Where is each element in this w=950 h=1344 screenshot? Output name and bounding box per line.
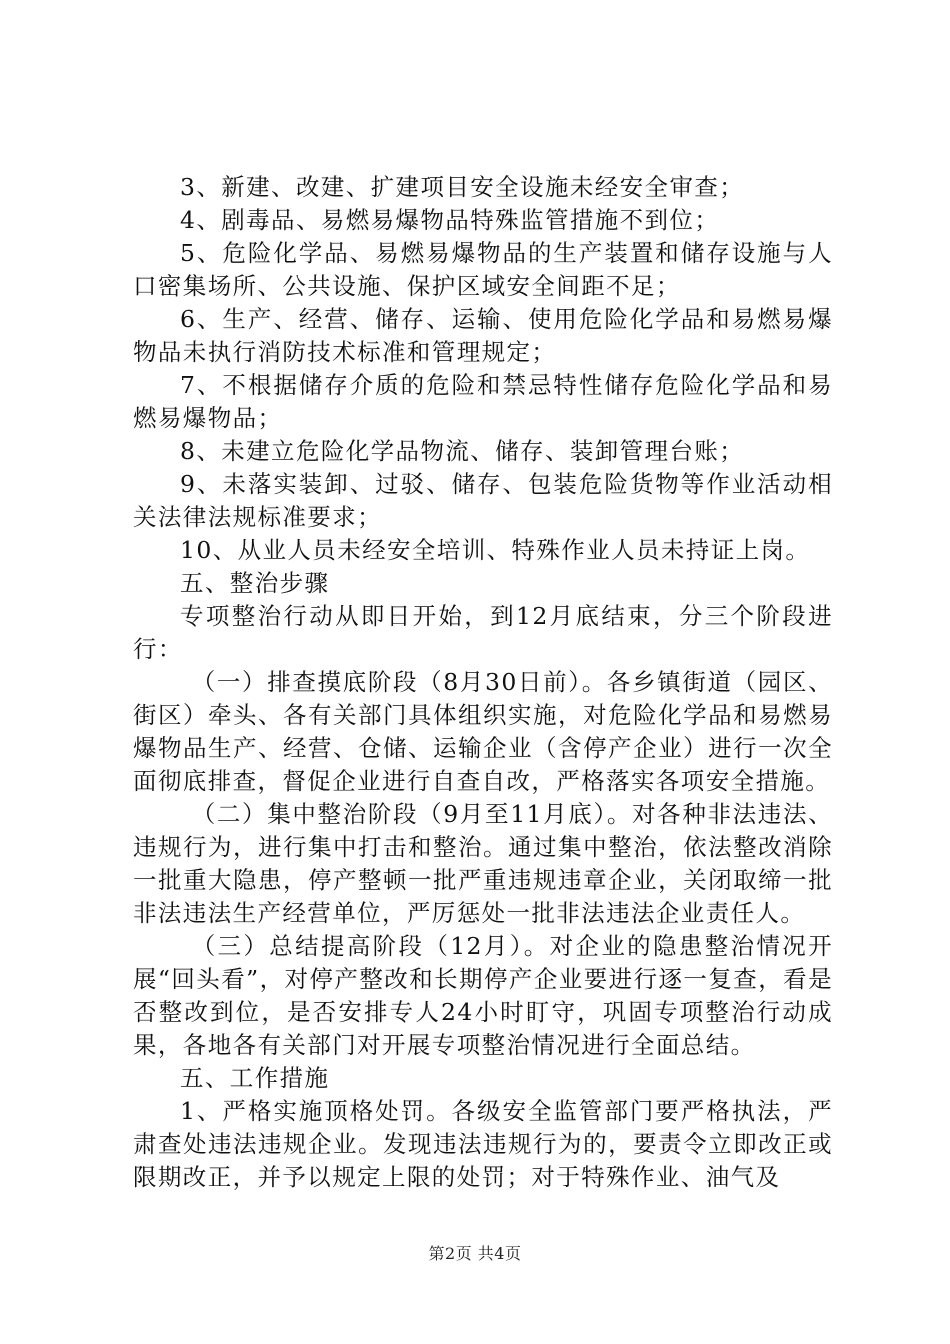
document-body (133, 171, 833, 1194)
paragraph: 五、整治步骤 (180, 569, 330, 597)
paragraph: 6、生产、经营、储存、运输、使用危险化学品和易燃易爆物品未执行消防技术标准和管理规定； (133, 305, 833, 366)
paragraph: （一）排查摸底阶段（8月30日前）。各乡镇街道（园区、街区）牵头、各有关部门具体组织实施，对危险化学品和易燃易爆物品生产、经营、仓储、运输企业（含停产企业）进行一次全面彻底排查，督促企业进行自查自改，严格落实各项安全措施。 (133, 668, 833, 795)
paragraph: 9、未落实装卸、过驳、储存、包装危险货物等作业活动相关法律法规标准要求； (133, 470, 833, 531)
paragraph: 4、剧毒品、易燃易爆物品特殊监管措施不到位； (180, 206, 720, 234)
paragraph: 7、不根据储存介质的危险和禁忌特性储存危险化学品和易燃易爆物品； (133, 371, 833, 432)
paragraph: （二）集中整治阶段（9月至11月底）。对各种非法违法、违规行为，进行集中打击和整治。通过集中整治，依法整改消除一批重大隐患，停产整顿一批严重违规违章企业，关闭取缔一批非法违法生产经营单位，严厉惩处一批非法违法企业责任人。 (133, 800, 833, 927)
paragraph: 3、新建、改建、扩建项目安全设施未经安全审查； (180, 173, 745, 201)
paragraph: 8、未建立危险化学品物流、储存、装卸管理台账； (180, 437, 745, 465)
paragraph: （三）总结提高阶段（12月）。对企业的隐患整治情况开展“回头看”，对停产整改和长期停产企业要进行逐一复查，看是否整改到位，是否安排专人24小时盯守，巩固专项整治行动成果，各地各有关部门对开展专项整治情况进行全面总结。 (133, 932, 833, 1059)
paragraph: 10、从业人员未经安全培训、特殊作业人员未持证上岗。 (180, 536, 811, 564)
paragraph: 5、危险化学品、易燃易爆物品的生产装置和储存设施与人口密集场所、公共设施、保护区域安全间距不足； (133, 239, 833, 300)
paragraph: 专项整治行动从即日开始，到12月底结束，分三个阶段进行： (133, 602, 833, 663)
paragraph: 五、工作措施 (180, 1064, 330, 1092)
page-footer: 第2页 共4页 (428, 1244, 522, 1263)
paragraph: 1、严格实施顶格处罚。各级安全监管部门要严格执法，严肃查处违法违规企业。发现违法违规行为的，要责令立即改正或限期改正，并予以规定上限的处罚；对于特殊作业、油气及 (133, 1097, 833, 1191)
